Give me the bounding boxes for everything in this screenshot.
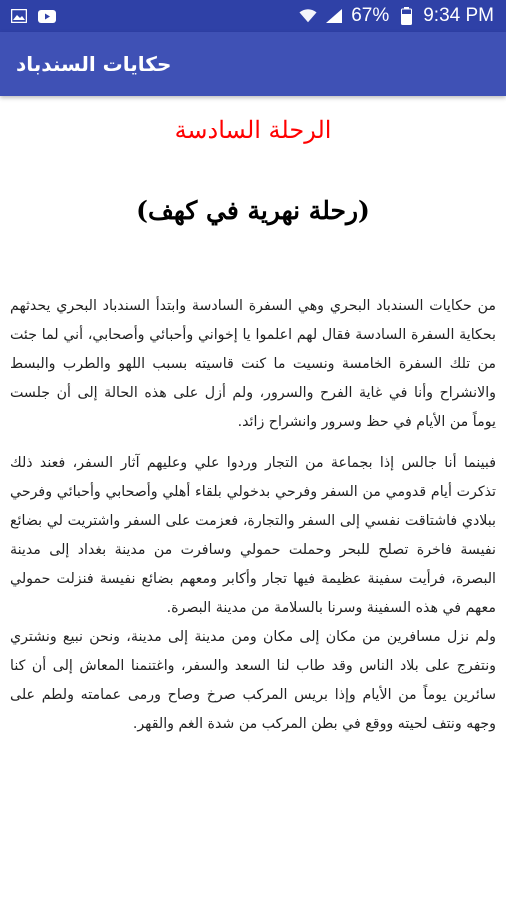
system-status	[299, 5, 494, 27]
story-paragraph: من حكايات السندباد البحري وهي السفرة السادسة وابتدأ السندباد البحري يحدثهم بحكاية السفرة السادسة فقال لهم اعلموا يا إخواني وأحبائي وأصحابي، أني لما جئت من تلك السفرة الخامسة ونسيت ما كنت قاسيته بسبب اللهو والطرب والبسط والانشراح وأنا في غاية الفرح والسرور، ولم أزل على هذه الحالة إلى أن جلست يوماً من الأيام في حظ وسرور وانشراح زائد.	[10, 298, 496, 430]
notification-icons	[10, 8, 56, 24]
clock: 9:34 PM	[423, 5, 494, 26]
image-icon	[10, 8, 28, 24]
story-paragraph: فبينما أنا جالس إذا بجماعة من التجار وردوا علي وعليهم آثار السفر، فعند ذلك تذكرت أيام قدومي من السفر وفرحي بدخولي بلقاء أهلي وأصحابي وأحبائي وفرحي ببلادي فاشتاقت نفسي إلى السفر والتجارة، فعزمت على السفر واشتريت لي بضائع نفيسة فاخرة تصلح للبحر وحملت حمولي وسافرت من مدينة بغداد إلى مدينة البصرة، فرأيت سفينة عظيمة فيها تجار وأكابر ومعهم بضائع نفيسة فنزلت حمولي معهم في هذه السفينة وسرنا بالسلامة من مدينة البصرة.	[10, 455, 496, 616]
chapter-subtitle: (رحلة نهرية في كهف)	[136, 196, 370, 225]
story-paragraph: ولم نزل مسافرين من مكان إلى مكان ومن مدينة إلى مدينة، ونحن نبيع ونشتري ونتفرج على بلاد الناس وقد طاب لنا السعد والسفر، واغتنمنا المعاش إلى أن كنا سائرين يوماً من الأيام وإذا بريس المركب صرخ وصاح ورمى عمامته ولطم على وجهه ونتف لحيته ووقع في بطن المركب من شدة الغم والقهر.	[10, 629, 496, 732]
battery-percent: 67%	[351, 5, 390, 26]
status-bar	[0, 0, 506, 32]
app-title: حكايات السندباد	[16, 52, 172, 76]
chapter-title: الرحلة السادسة	[174, 116, 332, 144]
signal-icon	[325, 8, 343, 24]
youtube-icon	[38, 8, 56, 24]
story-content[interactable]	[0, 96, 506, 900]
app-bar	[0, 32, 506, 96]
wifi-icon	[299, 8, 317, 24]
battery-icon	[397, 8, 415, 24]
